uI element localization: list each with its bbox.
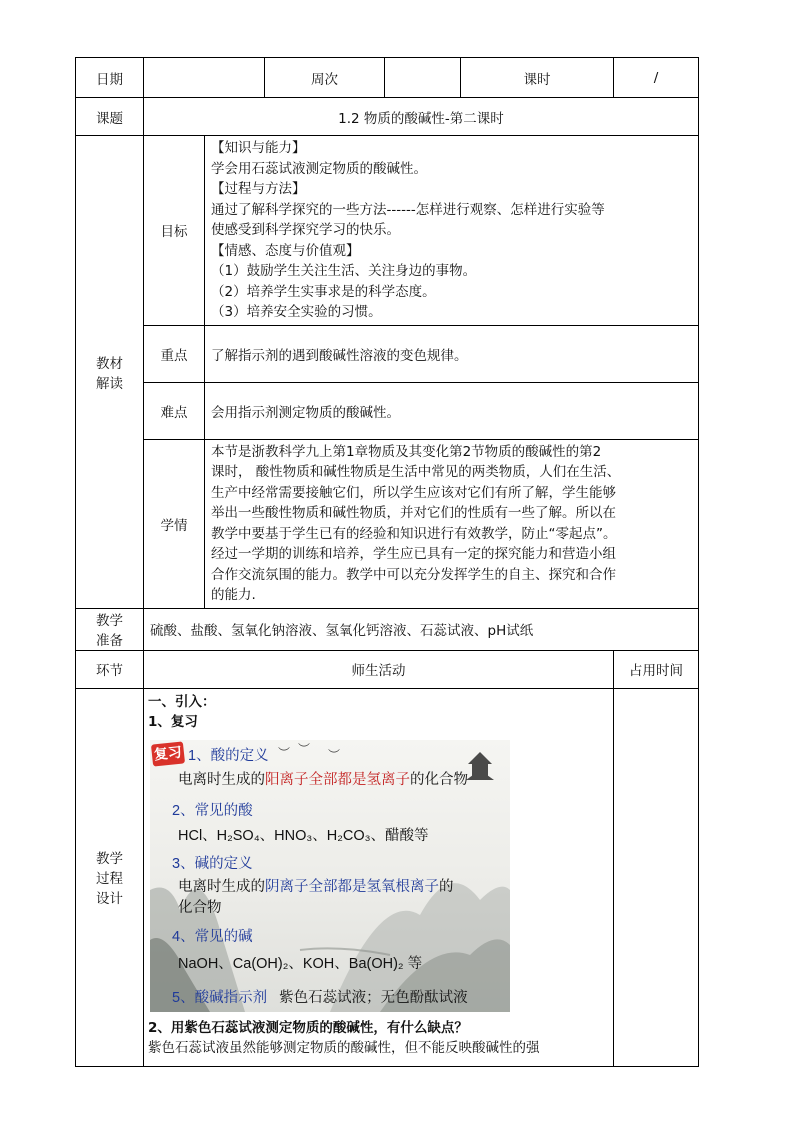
- review-heading: 1、复习: [148, 713, 198, 730]
- question-text: 2、用紫色石蕊试液测定物质的酸碱性，有什么缺点？: [148, 1019, 468, 1036]
- material-label: [76, 136, 144, 609]
- goals-line: （2）培养学生实事求是的科学态度。: [211, 283, 436, 300]
- base-definition-line2: 化合物: [178, 899, 222, 916]
- process-label-line1: 教学: [96, 851, 123, 867]
- date-label: 日期: [76, 58, 144, 98]
- common-bases-list: NaOH、Ca(OH)₂、KOH、Ba(OH)₂ 等: [178, 955, 423, 972]
- common-acids-title: 2、常见的酸: [172, 802, 253, 819]
- process-time-cell: [614, 688, 699, 1066]
- material-label-line1: 教材: [96, 355, 123, 372]
- learners-line: 的能力.: [211, 587, 256, 603]
- goals-line: 通过了解科学探究的一些方法------怎样进行观察、怎样进行实验等: [211, 201, 605, 218]
- learners-line: 本节是浙教科学九上第1章物质及其变化第2节物质的酸碱性的第2: [211, 443, 602, 460]
- learners-line: 经过一学期的训练和培养，学生应已具有一定的探究能力和营造小组: [211, 546, 616, 562]
- process-label-line3: 设计: [96, 891, 123, 907]
- difficulty-label: 难点: [144, 382, 205, 439]
- column-header-row: [76, 650, 699, 688]
- acid-definition-pre: 电离时生成的: [178, 771, 265, 788]
- review-slide-image: [150, 740, 510, 1012]
- base-definition-pre: 电离时生成的: [178, 878, 265, 895]
- process-label-line2: 过程: [96, 871, 123, 887]
- preparation-value: 硫酸、盐酸、氢氧化钠溶液、氢氧化钙溶液、石蕊试液、pH试纸: [144, 608, 699, 650]
- header-row: [76, 58, 699, 98]
- answer-text: 紫色石蕊试液虽然能够测定物质的酸碱性，但不能反映酸碱性的强: [148, 1039, 540, 1056]
- goals-content: [205, 136, 699, 326]
- topic-row: [76, 98, 699, 136]
- process-content: [144, 688, 614, 1066]
- learners-line: 课时， 酸性物质和碱性物质是生活中常见的两类物质，人们在生活、: [211, 464, 621, 480]
- key-point-label: 重点: [144, 325, 205, 382]
- acid-definition-title: 1、酸的定义: [188, 747, 269, 764]
- time-column-header: 占用时间: [614, 650, 699, 688]
- process-row: [76, 688, 699, 1066]
- goals-line: 学会用石蕊试液测定物质的酸碱性。: [211, 160, 427, 177]
- goals-label: 目标: [144, 136, 205, 326]
- key-point-row: [76, 325, 699, 382]
- difficulty-row: [76, 382, 699, 439]
- activity-column-header: 师生活动: [144, 650, 614, 688]
- lesson-plan-table: [75, 57, 699, 1067]
- bird-icon: ︶: [328, 747, 341, 762]
- acid-definition-text: [178, 768, 468, 789]
- base-definition-highlight: 阴离子全部都是氢氧根离子: [265, 878, 439, 895]
- learners-label: 学情: [144, 439, 205, 608]
- common-bases-title: 4、常见的碱: [172, 928, 253, 945]
- goals-line: （3）培养安全实验的习惯。: [211, 304, 382, 320]
- learners-content: [205, 439, 699, 608]
- base-definition-text: [178, 875, 454, 896]
- learners-line: 教学中要基于学生已有的经验和知识进行有效教学，防止“零起点”。: [211, 525, 617, 542]
- slide-badge: 复习: [151, 741, 185, 766]
- period-value: /: [614, 58, 699, 98]
- preparation-label-line2: 准备: [96, 633, 123, 649]
- preparation-label-line1: 教学: [96, 613, 123, 629]
- acid-definition-post: 的化合物: [410, 771, 468, 788]
- process-label: [76, 688, 144, 1066]
- indicator-line: [172, 986, 468, 1007]
- base-definition-title: 3、碱的定义: [172, 855, 253, 872]
- indicator-value: 紫色石蕊试液；无色酚酞试液: [279, 989, 468, 1006]
- goals-line: 【情感、态度与价值观】: [211, 242, 360, 259]
- difficulty-value: 会用指示剂测定物质的酸碱性。: [205, 382, 699, 439]
- indicator-title: 5、酸碱指示剂: [172, 989, 268, 1006]
- goals-line: 使感受到科学探究学习的快乐。: [211, 222, 400, 238]
- intro-heading: 一、引入：: [148, 693, 216, 710]
- bird-icon: ︶: [278, 745, 291, 760]
- goals-line: 【知识与能力】: [211, 140, 306, 156]
- material-label-line2: 解读: [96, 375, 123, 392]
- learners-row: [76, 439, 699, 608]
- common-acids-list: HCl、H₂SO₄、HNO₃、H₂CO₃、醋酸等: [178, 827, 429, 844]
- learners-line: 生产中经常需要接触它们，所以学生应该对它们有所了解，学生能够: [211, 484, 616, 501]
- goals-line: 【过程与方法】: [211, 181, 306, 197]
- acid-definition-highlight: 阳离子全部都是氢离子: [265, 771, 410, 788]
- period-label: 课时: [461, 58, 614, 98]
- week-label: 周次: [265, 58, 385, 98]
- bird-icon: ︶: [298, 741, 311, 756]
- date-value-cell: [144, 58, 265, 98]
- learners-line: 合作交流氛围的能力。教学中可以充分发挥学生的自主、探究和合作: [211, 566, 616, 583]
- base-definition-post: 的: [439, 878, 454, 895]
- goals-line: （1）鼓励学生关注生活、关注身边的事物。: [211, 263, 477, 279]
- topic-label: 课题: [76, 98, 144, 136]
- week-value-cell: [385, 58, 461, 98]
- key-point-value: 了解指示剂的遇到酸碱性溶液的变色规律。: [205, 325, 699, 382]
- preparation-label: [76, 608, 144, 650]
- section-column-header: 环节: [76, 650, 144, 688]
- preparation-row: [76, 608, 699, 650]
- learners-line: 举出一些酸性物质和碱性物质，并对它们的性质有一些了解。所以在: [211, 505, 616, 521]
- topic-value: 1.2 物质的酸碱性-第二课时: [144, 98, 699, 136]
- goals-row: [76, 136, 699, 326]
